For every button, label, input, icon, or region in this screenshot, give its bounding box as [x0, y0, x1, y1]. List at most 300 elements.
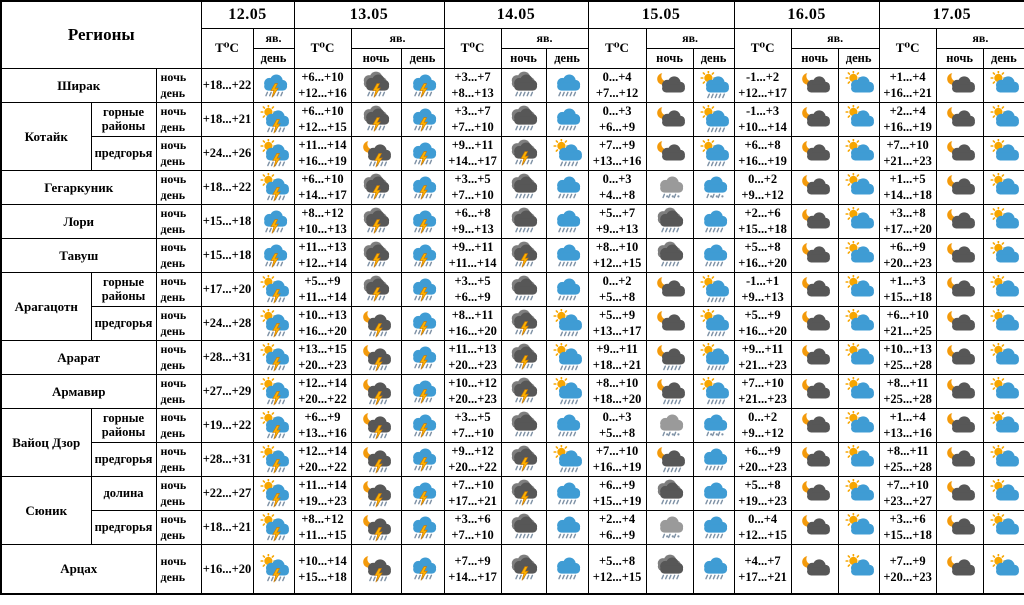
sun-cloud-icon	[842, 513, 876, 542]
thunder-blue-icon	[406, 554, 440, 583]
temp-day: +13...+17	[592, 324, 642, 338]
temp-night: +7...+9	[454, 553, 491, 568]
thunder-sun-icon	[257, 411, 291, 440]
date-header: 13.05	[294, 1, 444, 28]
daynight-labels	[156, 170, 201, 204]
thunder-blue-icon	[257, 207, 291, 236]
thunder-moon-icon	[359, 343, 393, 372]
table-body	[1, 68, 1024, 594]
temp-night: +7...+10	[451, 478, 494, 492]
sun-cloud-icon	[987, 71, 1021, 100]
temp-night: +7...+9	[889, 553, 926, 568]
temp-night: +12...+14	[298, 376, 347, 390]
moon-cloud-icon	[943, 479, 977, 508]
rain-blue-icon	[550, 105, 584, 134]
temp-day: +9...+12	[741, 188, 784, 202]
phenomenon-night-cell	[351, 408, 401, 442]
temp-day: +16...+19	[298, 154, 347, 168]
phenomenon-night-cell	[791, 476, 838, 510]
temp-night: +7...+10	[886, 478, 929, 492]
rain-sun-icon	[550, 343, 584, 372]
phenomenon-night-cell	[501, 340, 546, 374]
phenomenon-day-cell	[546, 544, 588, 594]
temp-day: +16...+19	[738, 154, 787, 168]
moon-cloud-icon	[943, 139, 977, 168]
phenomena-header: яв.	[936, 28, 1024, 48]
temp-night: +9...+12	[451, 444, 494, 458]
temp-cell	[444, 238, 501, 272]
phenomenon-night-cell	[791, 170, 838, 204]
phenomenon-night-cell	[936, 238, 983, 272]
phenomenon-day-cell	[693, 102, 734, 136]
phenomena-header: яв.	[253, 28, 294, 48]
temp-cell	[588, 170, 646, 204]
phenomenon-night-cell	[791, 408, 838, 442]
temp-cell	[588, 374, 646, 408]
phenomenon-night-cell	[646, 68, 693, 102]
temp-night: +8...+11	[886, 376, 929, 390]
thunder-blue-icon	[406, 411, 440, 440]
temp-cell	[444, 306, 501, 340]
sun-cloud-icon	[987, 377, 1021, 406]
temp-cell	[294, 102, 351, 136]
temp-cell	[294, 442, 351, 476]
daynight-labels	[156, 204, 201, 238]
temp-night: +8...+12	[301, 512, 344, 526]
temp-day: +12...+14	[298, 256, 347, 270]
temp-cell	[588, 408, 646, 442]
daynight-labels	[156, 340, 201, 374]
temp-night: +3...+7	[454, 104, 491, 118]
phenomenon-night-cell	[351, 238, 401, 272]
phenomenon-day-cell	[693, 238, 734, 272]
phenomenon-day-cell	[838, 170, 879, 204]
thunder-blue-icon	[406, 139, 440, 168]
region-row	[1, 476, 1024, 510]
daynight-labels	[156, 238, 201, 272]
moon-cloud-icon	[798, 309, 832, 338]
temp-day: +12...+15	[592, 569, 642, 584]
phenomenon-night-cell	[351, 510, 401, 544]
phenomenon-day-cell	[983, 238, 1024, 272]
moon-cloud-icon	[943, 275, 977, 304]
rain-blue-icon	[550, 275, 584, 304]
phenomenon-night-cell	[501, 544, 546, 594]
sun-cloud-icon	[842, 139, 876, 168]
thunder-blue-icon	[406, 377, 440, 406]
moon-cloud-icon	[943, 411, 977, 440]
night-label: ночь	[160, 70, 187, 84]
temp-night: +2...+6	[744, 206, 781, 220]
sleet-blue-icon	[697, 411, 731, 440]
phenomenon-day-cell	[983, 442, 1024, 476]
moon-cloud-icon	[798, 513, 832, 542]
phenomenon-day-cell	[693, 170, 734, 204]
phenomenon-day-cell	[983, 102, 1024, 136]
night-label: ночь	[160, 553, 187, 568]
temp-cell	[588, 238, 646, 272]
day-header: день	[983, 48, 1024, 68]
night-label: ночь	[160, 308, 187, 322]
temp-cell	[879, 306, 936, 340]
temp-cell	[294, 272, 351, 306]
rain-dark-icon	[653, 241, 687, 270]
thunder-dark-icon	[507, 241, 541, 270]
night-label: ночь	[160, 478, 187, 492]
temp-cell	[444, 170, 501, 204]
rain-blue-icon	[697, 513, 731, 542]
temp-day: +17...+20	[202, 282, 252, 296]
phenomenon-day-cell	[983, 204, 1024, 238]
subregion-name: предгорья	[91, 442, 156, 476]
header-row-dates	[1, 1, 1024, 28]
phenomenon-day-cell	[693, 476, 734, 510]
temp-night: 0...+4	[602, 70, 632, 84]
region-row	[1, 272, 1024, 306]
phenomenon-day-cell	[253, 374, 294, 408]
rain-sun-icon	[697, 343, 731, 372]
subregion-name: предгорья	[91, 306, 156, 340]
phenomenon-day-cell	[546, 510, 588, 544]
rain-moon-icon	[653, 377, 687, 406]
moon-cloud-icon	[943, 105, 977, 134]
temp-cell	[201, 408, 253, 442]
thunder-sun-icon	[257, 377, 291, 406]
temp-night: +6...+9	[889, 240, 926, 254]
phenomenon-night-cell	[501, 170, 546, 204]
temp-cell	[734, 204, 791, 238]
sun-cloud-icon	[842, 343, 876, 372]
phenomenon-night-cell	[351, 476, 401, 510]
phenomenon-night-cell	[936, 340, 983, 374]
temp-cell	[444, 204, 501, 238]
temp-day: +22...+27	[202, 486, 252, 500]
temp-night: +1...+5	[889, 172, 926, 186]
temp-cell	[734, 510, 791, 544]
night-header: ночь	[646, 48, 693, 68]
daynight-labels	[156, 374, 201, 408]
region-name: Гегаркуник	[1, 170, 156, 204]
phenomenon-day-cell	[983, 374, 1024, 408]
daynight-labels	[156, 476, 201, 510]
phenomenon-night-cell	[936, 102, 983, 136]
temp-night: +12...+14	[298, 444, 347, 458]
region-name: Сюник	[1, 476, 91, 544]
phenomenon-day-cell	[253, 170, 294, 204]
phenomenon-day-cell	[983, 136, 1024, 170]
temp-day: +15...+18	[883, 290, 932, 304]
rain-moon-icon	[653, 343, 687, 372]
phenomenon-day-cell	[401, 510, 444, 544]
temp-cell	[734, 68, 791, 102]
thunder-dark-icon	[507, 139, 541, 168]
temp-day: +20...+22	[298, 460, 347, 474]
phenomenon-night-cell	[501, 136, 546, 170]
temp-night: +3...+5	[454, 172, 491, 186]
phenomenon-night-cell	[501, 272, 546, 306]
phenomenon-day-cell	[253, 272, 294, 306]
phenomenon-day-cell	[401, 272, 444, 306]
region-row	[1, 204, 1024, 238]
temp-day: +14...+17	[448, 154, 497, 168]
rain-blue-icon	[697, 445, 731, 474]
phenomenon-day-cell	[401, 476, 444, 510]
rain-blue-icon	[550, 241, 584, 270]
night-header: ночь	[936, 48, 983, 68]
moon-cloud-icon	[943, 71, 977, 100]
temp-cell	[201, 204, 253, 238]
region-name: Арцах	[1, 544, 156, 594]
sleet-blue-icon	[697, 173, 731, 202]
phenomenon-night-cell	[646, 340, 693, 374]
temp-night: +8...+12	[301, 206, 344, 220]
region-row	[1, 408, 1024, 442]
temp-day: +15...+18	[883, 528, 932, 542]
rain-blue-icon	[550, 411, 584, 440]
temp-night: +2...+4	[889, 104, 926, 118]
date-header: 17.05	[879, 1, 1024, 28]
phenomenon-night-cell	[936, 204, 983, 238]
day-header: день	[693, 48, 734, 68]
phenomenon-day-cell	[983, 306, 1024, 340]
thunder-moon-icon	[359, 411, 393, 440]
night-label: ночь	[160, 172, 187, 186]
phenomenon-day-cell	[253, 102, 294, 136]
rain-blue-icon	[550, 207, 584, 236]
daynight-labels	[156, 272, 201, 306]
temp-night: 0...+3	[602, 172, 632, 186]
phenomenon-day-cell	[838, 136, 879, 170]
phenomena-header: яв.	[646, 28, 734, 48]
temp-day: +10...+14	[738, 120, 787, 134]
temp-day: +6...+9	[454, 290, 491, 304]
temp-night: +10...+12	[448, 376, 497, 390]
temp-cell	[734, 238, 791, 272]
temp-cell	[734, 340, 791, 374]
temp-day: +16...+20	[202, 561, 252, 576]
temp-night: +7...+10	[741, 376, 784, 390]
sun-cloud-icon	[987, 513, 1021, 542]
thunder-moon-icon	[359, 377, 393, 406]
phenomenon-day-cell	[401, 408, 444, 442]
temp-cell	[588, 136, 646, 170]
day-label: день	[160, 256, 186, 270]
subregion-name: горные районы	[91, 272, 156, 306]
temp-night: +5...+8	[599, 553, 636, 568]
phenomenon-day-cell	[546, 204, 588, 238]
region-name: Ширак	[1, 68, 156, 102]
temp-night: +5...+9	[744, 308, 781, 322]
phenomenon-night-cell	[646, 238, 693, 272]
thunder-sun-icon	[257, 173, 291, 202]
phenomenon-day-cell	[838, 238, 879, 272]
temp-day: +7...+10	[451, 120, 494, 134]
sun-cloud-icon	[987, 207, 1021, 236]
rain-dark-icon	[507, 411, 541, 440]
phenomenon-night-cell	[646, 136, 693, 170]
phenomenon-night-cell	[646, 374, 693, 408]
temp-day: +20...+23	[448, 358, 497, 372]
phenomenon-night-cell	[351, 204, 401, 238]
sun-cloud-icon	[842, 411, 876, 440]
temp-cell	[879, 374, 936, 408]
sleet-gray-icon	[653, 173, 687, 202]
thunder-dark-icon	[507, 309, 541, 338]
rain-dark-icon	[653, 479, 687, 508]
phenomenon-night-cell	[646, 272, 693, 306]
region-name: Вайоц Дзор	[1, 408, 91, 476]
temp-cell	[879, 510, 936, 544]
night-label: ночь	[160, 206, 187, 220]
temp-cell	[294, 374, 351, 408]
sun-cloud-icon	[842, 105, 876, 134]
sun-cloud-icon	[987, 343, 1021, 372]
temp-cell	[588, 204, 646, 238]
temp-day: +15...+18	[202, 248, 252, 262]
temp-day: +12...+16	[298, 86, 347, 100]
phenomenon-day-cell	[253, 544, 294, 594]
temp-night: +2...+4	[599, 512, 636, 526]
phenomenon-day-cell	[253, 68, 294, 102]
region-row	[1, 306, 1024, 340]
night-label: ночь	[160, 138, 187, 152]
temp-night: +9...+11	[741, 342, 784, 356]
temp-cell	[294, 306, 351, 340]
temp-cell	[444, 272, 501, 306]
temp-cell	[444, 374, 501, 408]
phenomenon-day-cell	[838, 374, 879, 408]
thunder-dark-icon	[507, 377, 541, 406]
thunder-blue-icon	[406, 343, 440, 372]
temp-day: +14...+17	[298, 188, 347, 202]
temp-night: +4...+7	[744, 553, 781, 568]
phenomenon-day-cell	[838, 408, 879, 442]
moon-cloud-icon	[943, 513, 977, 542]
thunder-dark-icon	[507, 343, 541, 372]
phenomenon-day-cell	[983, 408, 1024, 442]
temp-day: +20...+23	[738, 460, 787, 474]
temp-day: +16...+20	[738, 324, 787, 338]
temp-cell	[201, 102, 253, 136]
thunder-blue-icon	[406, 105, 440, 134]
temp-day: +11...+14	[298, 290, 347, 304]
temp-night: +7...+10	[595, 444, 639, 458]
phenomenon-night-cell	[501, 238, 546, 272]
temp-day: +14...+18	[883, 188, 932, 202]
night-header: ночь	[791, 48, 838, 68]
temp-cell	[201, 544, 253, 594]
phenomenon-day-cell	[838, 510, 879, 544]
temp-day: +18...+20	[592, 392, 642, 406]
moon-cloud-icon	[943, 241, 977, 270]
thunder-sun-icon	[257, 275, 291, 304]
temp-night: +11...+14	[298, 138, 347, 152]
day-label: день	[160, 154, 186, 168]
temp-night: +8...+10	[595, 376, 639, 390]
temp-night: +7...+9	[599, 138, 636, 152]
temp-header: Т⁰С	[879, 28, 936, 68]
temp-night: +8...+11	[451, 308, 494, 322]
temp-cell	[201, 238, 253, 272]
temp-day: +21...+25	[883, 324, 932, 338]
temp-cell	[879, 476, 936, 510]
temp-cell	[444, 476, 501, 510]
temp-day: +9...+13	[741, 290, 784, 304]
temp-night: +6...+10	[301, 172, 344, 186]
rain-blue-icon	[550, 513, 584, 542]
temp-day: +13...+16	[298, 426, 347, 440]
phenomenon-night-cell	[501, 476, 546, 510]
thunder-sun-icon	[257, 343, 291, 372]
sun-cloud-icon	[842, 275, 876, 304]
temp-cell	[201, 442, 253, 476]
region-name: Армавир	[1, 374, 156, 408]
phenomenon-day-cell	[546, 170, 588, 204]
region-name: Лори	[1, 204, 156, 238]
phenomenon-night-cell	[791, 340, 838, 374]
rain-blue-icon	[550, 479, 584, 508]
day-label: день	[160, 188, 186, 202]
temp-day: +7...+10	[451, 528, 494, 542]
temp-day: +11...+14	[448, 256, 497, 270]
thunder-sun-icon	[257, 309, 291, 338]
sun-cloud-icon	[987, 173, 1021, 202]
temp-cell	[734, 306, 791, 340]
phenomenon-night-cell	[501, 306, 546, 340]
phenomenon-day-cell	[983, 272, 1024, 306]
temp-night: +7...+10	[886, 138, 929, 152]
phenomenon-day-cell	[838, 476, 879, 510]
temp-cell	[879, 408, 936, 442]
temp-day: +19...+23	[738, 494, 787, 508]
phenomenon-night-cell	[936, 408, 983, 442]
phenomenon-night-cell	[936, 476, 983, 510]
phenomenon-day-cell	[983, 170, 1024, 204]
phenomenon-day-cell	[546, 102, 588, 136]
temp-cell	[201, 476, 253, 510]
thunder-blue-icon	[406, 71, 440, 100]
temp-night: +6...+10	[886, 308, 929, 322]
temp-day: +20...+23	[883, 569, 932, 584]
temp-night: +5...+8	[744, 478, 781, 492]
sun-cloud-icon	[987, 139, 1021, 168]
temp-day: +13...+16	[883, 426, 932, 440]
moon-cloud-icon	[943, 309, 977, 338]
temp-cell	[588, 68, 646, 102]
sun-cloud-icon	[987, 479, 1021, 508]
thunder-blue-icon	[406, 173, 440, 202]
temp-night: +1...+3	[889, 274, 926, 288]
temp-night: +8...+10	[595, 240, 639, 254]
sun-cloud-icon	[987, 309, 1021, 338]
sun-cloud-icon	[842, 377, 876, 406]
thunder-sun-icon	[257, 479, 291, 508]
phenomenon-day-cell	[546, 374, 588, 408]
temp-cell	[201, 306, 253, 340]
thunder-blue-icon	[406, 309, 440, 338]
region-name: Котайк	[1, 102, 91, 170]
temp-night: +10...+13	[883, 342, 932, 356]
temp-cell	[201, 170, 253, 204]
phenomenon-night-cell	[791, 68, 838, 102]
temp-night: +3...+5	[454, 274, 491, 288]
temp-day: +6...+9	[599, 120, 636, 134]
table-header	[1, 1, 1024, 68]
phenomenon-day-cell	[693, 442, 734, 476]
phenomenon-night-cell	[646, 306, 693, 340]
temp-day: +16...+19	[592, 460, 642, 474]
temp-day: +27...+29	[202, 384, 252, 398]
